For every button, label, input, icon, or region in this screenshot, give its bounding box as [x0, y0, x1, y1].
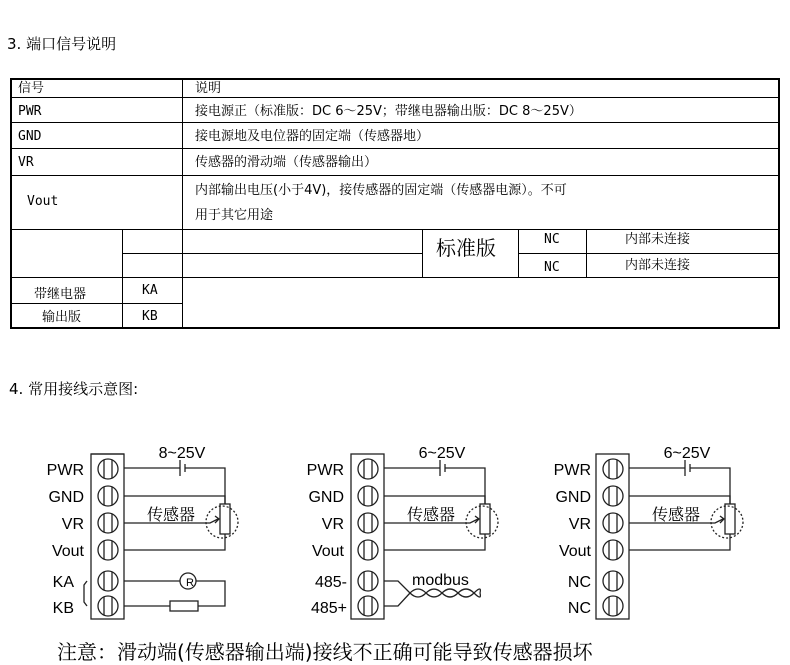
diagram2-pin-gnd: GND [308, 489, 344, 506]
diagram2-pin-pwr: PWR [306, 462, 344, 479]
diagram2-pin-vout: Vout [311, 543, 344, 560]
standard-nc-1: NC [544, 232, 560, 247]
standard-nc-2: NC [544, 260, 560, 275]
diagram2-pin-485-plus: 485+ [310, 600, 347, 617]
diagram1-pin-gnd: GND [48, 489, 84, 506]
diagram1-pin-pwr: PWR [46, 462, 84, 479]
desc-pwr: 接电源正（标准版：DC 6～25V；带继电器输出版：DC 8～25V） [195, 104, 582, 119]
diagram3-pin-nc-1: NC [567, 574, 591, 591]
diagram2-pin-485-minus: 485- [314, 574, 347, 591]
wiring-diagram-relay [40, 438, 250, 623]
signal-pwr: PWR [18, 104, 42, 119]
wiring-diagram-standard [545, 438, 755, 623]
header-description: 说明 [195, 81, 222, 96]
diagram1-pin-vout: Vout [51, 543, 84, 560]
diagram3-pin-pwr: PWR [553, 462, 591, 479]
desc-gnd: 接电源地及电位器的固定端（传感器地） [195, 129, 430, 144]
diagram3-pin-vr: VR [568, 516, 591, 533]
diagram2-sensor-label: 传感器 [407, 507, 456, 524]
signal-vout: Vout [27, 194, 59, 209]
header-signal: 信号 [18, 81, 45, 96]
relay-ka: KA [142, 283, 158, 298]
section-3-title: 3. 端口信号说明 [7, 35, 117, 53]
relay-symbol: R [186, 577, 194, 589]
port-signal-table [10, 78, 780, 329]
diagram3-voltage: 6~25V [663, 445, 711, 462]
relay-version-label-2: 输出版 [42, 310, 82, 325]
signal-vr: VR [18, 155, 34, 170]
desc-vr: 传感器的滑动端（传感器输出） [195, 155, 378, 170]
diagram1-sensor-label: 传感器 [147, 507, 196, 524]
section-4-title: 4. 常用接线示意图: [9, 380, 139, 398]
diagram1-pin-kb: KB [52, 600, 74, 617]
diagram2-bus-label: modbus [412, 572, 469, 589]
wiring-warning-note: 注意：滑动端(传感器输出端)接线不正确可能导致传感器损坏 [57, 640, 593, 664]
diagram3-sensor-label: 传感器 [652, 507, 701, 524]
desc-vout-line1: 内部输出电压(小于4V)，接传感器的固定端（传感器电源）。不可 [195, 183, 567, 198]
diagram2-pin-vr: VR [321, 516, 344, 533]
signal-gnd: GND [18, 129, 42, 144]
diagram1-pin-ka: KA [52, 574, 74, 591]
relay-kb: KB [142, 309, 158, 324]
diagram1-voltage: 8~25V [158, 445, 206, 462]
standard-version-label: 标准版 [436, 236, 496, 260]
diagram2-voltage: 6~25V [418, 445, 466, 462]
diagram3-pin-gnd: GND [555, 489, 591, 506]
diagram3-pin-nc-2: NC [567, 600, 591, 617]
standard-nc-2-desc: 内部未连接 [625, 258, 691, 273]
diagram1-pin-vr: VR [61, 516, 84, 533]
diagram3-pin-vout: Vout [558, 543, 591, 560]
relay-version-label-1: 带继电器 [34, 287, 87, 302]
standard-nc-1-desc: 内部未连接 [625, 232, 691, 247]
desc-vout-line2: 用于其它用途 [195, 208, 274, 223]
wiring-diagram-modbus [300, 438, 510, 623]
